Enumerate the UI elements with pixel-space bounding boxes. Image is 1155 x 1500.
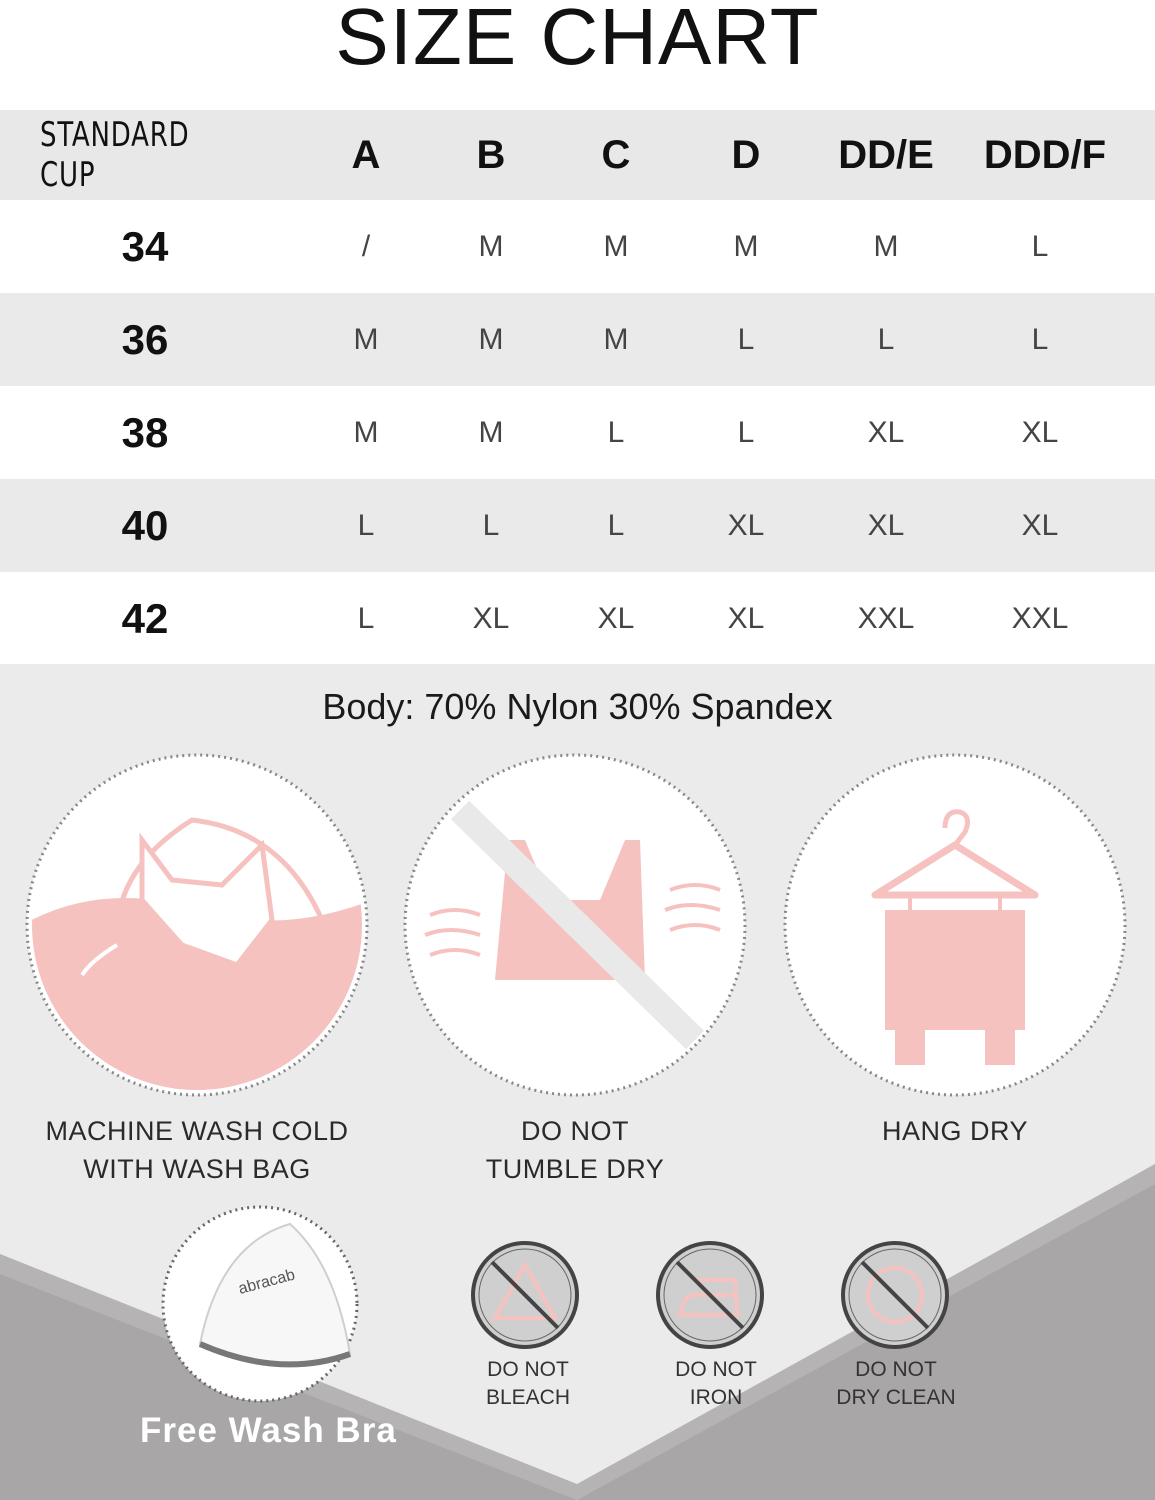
size-chart-table bbox=[0, 110, 1155, 665]
care-label bbox=[400, 1112, 750, 1188]
table-row bbox=[0, 386, 1155, 479]
size-cell: M bbox=[733, 229, 759, 263]
table-row bbox=[0, 572, 1155, 665]
size-cell: L bbox=[1031, 322, 1049, 356]
no-tumble-dry-icon bbox=[400, 750, 750, 1100]
table-header-row bbox=[0, 110, 1155, 200]
header-standard-cup: STANDARD CUP bbox=[40, 115, 190, 195]
size-cell: XL bbox=[867, 508, 905, 542]
header-cup: DD/E bbox=[838, 132, 934, 177]
care-line: TUMBLE DRY bbox=[485, 1154, 665, 1184]
band-size: 36 bbox=[121, 315, 169, 363]
small-care-label bbox=[448, 1356, 608, 1412]
size-cell: / bbox=[361, 229, 371, 263]
size-cell: L bbox=[737, 322, 755, 356]
machine-wash-icon bbox=[22, 750, 372, 1100]
size-cell: L bbox=[607, 415, 625, 449]
table-row bbox=[0, 479, 1155, 572]
size-cell: XL bbox=[727, 508, 765, 542]
size-cell: XL bbox=[727, 601, 765, 635]
small-care-line: BLEACH bbox=[485, 1386, 571, 1409]
header-cup: B bbox=[476, 132, 506, 177]
size-cell: XL bbox=[597, 601, 635, 635]
size-cell: XXL bbox=[857, 601, 915, 635]
small-care-line: DRY CLEAN bbox=[836, 1386, 956, 1409]
size-cell: XXL bbox=[1011, 601, 1069, 635]
size-cell: M bbox=[603, 322, 629, 356]
band-size: 42 bbox=[121, 594, 169, 642]
care-line: MACHINE WASH COLD bbox=[45, 1116, 349, 1146]
size-cell: M bbox=[353, 415, 379, 449]
size-cell: XL bbox=[1021, 415, 1059, 449]
free-wash-bag-caption: Free Wash Bra bbox=[140, 1411, 397, 1450]
size-cell: L bbox=[1031, 229, 1049, 263]
wash-bag-brand: abracab bbox=[236, 1266, 297, 1298]
table-row bbox=[0, 293, 1155, 386]
header-cup: DDD/F bbox=[983, 132, 1107, 177]
size-cell: L bbox=[607, 508, 625, 542]
size-cell: M bbox=[873, 229, 899, 263]
table-row bbox=[0, 200, 1155, 293]
band-size: 34 bbox=[121, 222, 169, 270]
small-care-label bbox=[816, 1356, 976, 1412]
care-line: DO NOT bbox=[521, 1116, 629, 1146]
size-cell: L bbox=[877, 322, 895, 356]
size-cell: L bbox=[357, 508, 375, 542]
care-label bbox=[22, 1112, 372, 1188]
small-care-line: DO NOT bbox=[675, 1358, 757, 1381]
header-cup: A bbox=[351, 132, 381, 177]
hang-dry-icon bbox=[780, 750, 1130, 1100]
size-cell: XL bbox=[1021, 508, 1059, 542]
size-cell: M bbox=[478, 415, 504, 449]
size-cell: L bbox=[357, 601, 375, 635]
header-cup: C bbox=[601, 132, 631, 177]
fabric-composition: Body: 70% Nylon 30% Spandex bbox=[322, 686, 833, 727]
small-care-line: DO NOT bbox=[487, 1358, 569, 1381]
page-title: SIZE CHART bbox=[335, 0, 820, 81]
small-care-label bbox=[636, 1356, 796, 1412]
size-cell: XL bbox=[867, 415, 905, 449]
care-section bbox=[0, 664, 1155, 1500]
care-label bbox=[780, 1112, 1130, 1150]
small-care-line: IRON bbox=[689, 1386, 743, 1409]
header-cup: D bbox=[731, 132, 761, 177]
size-cell: M bbox=[353, 322, 379, 356]
no-bleach-icon bbox=[470, 1240, 580, 1350]
size-cell: M bbox=[603, 229, 629, 263]
wash-bag-image bbox=[160, 1204, 360, 1404]
care-line: WITH WASH BAG bbox=[83, 1154, 311, 1184]
size-cell: XL bbox=[472, 601, 510, 635]
no-dry-clean-icon bbox=[840, 1240, 950, 1350]
size-cell: M bbox=[478, 322, 504, 356]
size-cell: L bbox=[737, 415, 755, 449]
band-size: 40 bbox=[121, 501, 169, 549]
size-cell: M bbox=[478, 229, 504, 263]
no-iron-icon bbox=[655, 1240, 765, 1350]
care-line: HANG DRY bbox=[881, 1116, 1029, 1146]
small-care-line: DO NOT bbox=[855, 1358, 937, 1381]
size-cell: L bbox=[482, 508, 500, 542]
band-size: 38 bbox=[121, 408, 169, 456]
